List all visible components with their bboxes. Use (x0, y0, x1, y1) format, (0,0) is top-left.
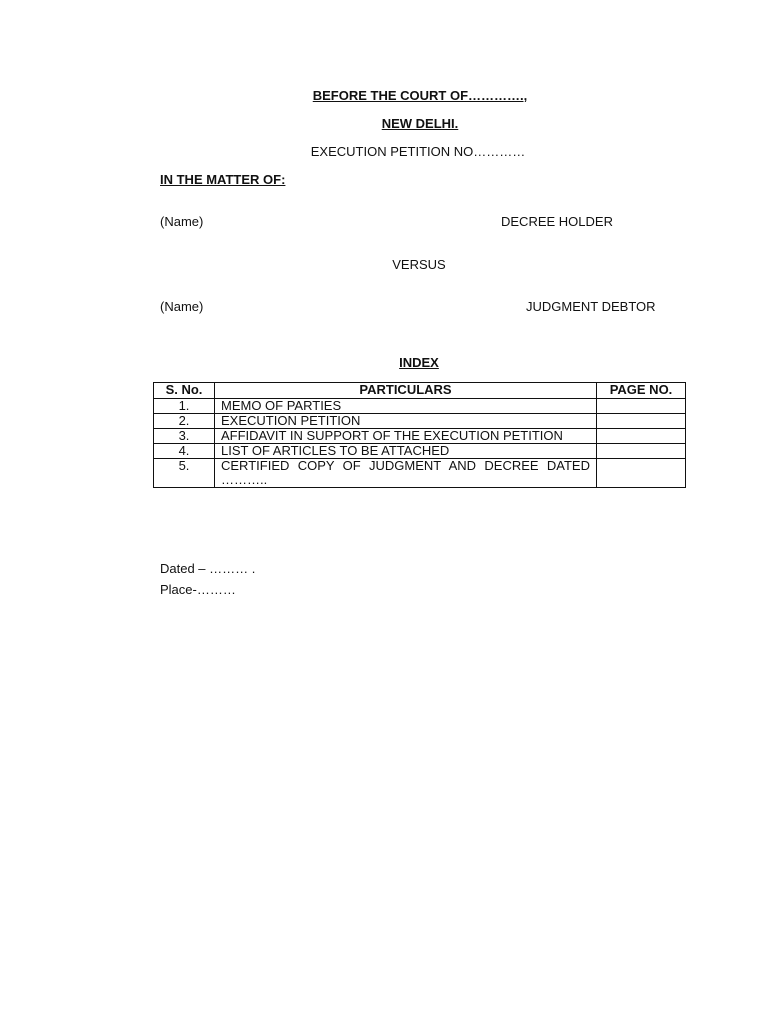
index-title-text: INDEX (399, 355, 439, 370)
place-line: Place-……… (160, 582, 236, 597)
row-sno: 5. (154, 459, 215, 488)
table-row (154, 429, 686, 444)
index-title (0, 355, 768, 370)
decree-holder-label: DECREE HOLDER (501, 214, 613, 229)
column-header-page-no: PAGE NO. (597, 383, 686, 399)
row-sno: 3. (154, 429, 215, 444)
column-header-particulars: PARTICULARS (215, 383, 597, 399)
row-sno: 4. (154, 444, 215, 459)
row-sno: 2. (154, 414, 215, 429)
row-particulars: AFFIDAVIT IN SUPPORT OF THE EXECUTION PETITION (215, 429, 597, 444)
row-particulars: CERTIFIED COPY OF JUDGMENT AND DECREE DATED ……….. (215, 459, 597, 488)
table-row (154, 414, 686, 429)
court-heading (0, 88, 768, 103)
row-page-no (597, 444, 686, 459)
table-row (154, 459, 686, 488)
table-row (154, 444, 686, 459)
index-header-row (154, 383, 686, 399)
row-particulars: MEMO OF PARTIES (215, 399, 597, 414)
matter-of-heading: IN THE MATTER OF: (160, 172, 286, 187)
row-page-no (597, 459, 686, 488)
petition-number: EXECUTION PETITION NO………… (310, 144, 526, 159)
table-row (154, 399, 686, 414)
court-heading-text: BEFORE THE COURT OF…………., (312, 88, 528, 103)
row-sno: 1. (154, 399, 215, 414)
row-page-no (597, 399, 686, 414)
row-particulars: EXECUTION PETITION (215, 414, 597, 429)
decree-holder-name: (Name) (160, 214, 204, 229)
judgment-debtor-name: (Name) (160, 299, 204, 314)
judgment-debtor-label: JUDGMENT DEBTOR (526, 299, 656, 314)
row-page-no (597, 414, 686, 429)
column-header-sno: S. No. (154, 383, 215, 399)
dated-line: Dated – ……… . (160, 561, 256, 576)
row-particulars: LIST OF ARTICLES TO BE ATTACHED (215, 444, 597, 459)
versus-label: VERSUS (392, 257, 446, 272)
city-heading-text: NEW DELHI. (381, 116, 459, 131)
row-page-no (597, 429, 686, 444)
index-table (153, 382, 686, 488)
city-heading (0, 116, 768, 131)
